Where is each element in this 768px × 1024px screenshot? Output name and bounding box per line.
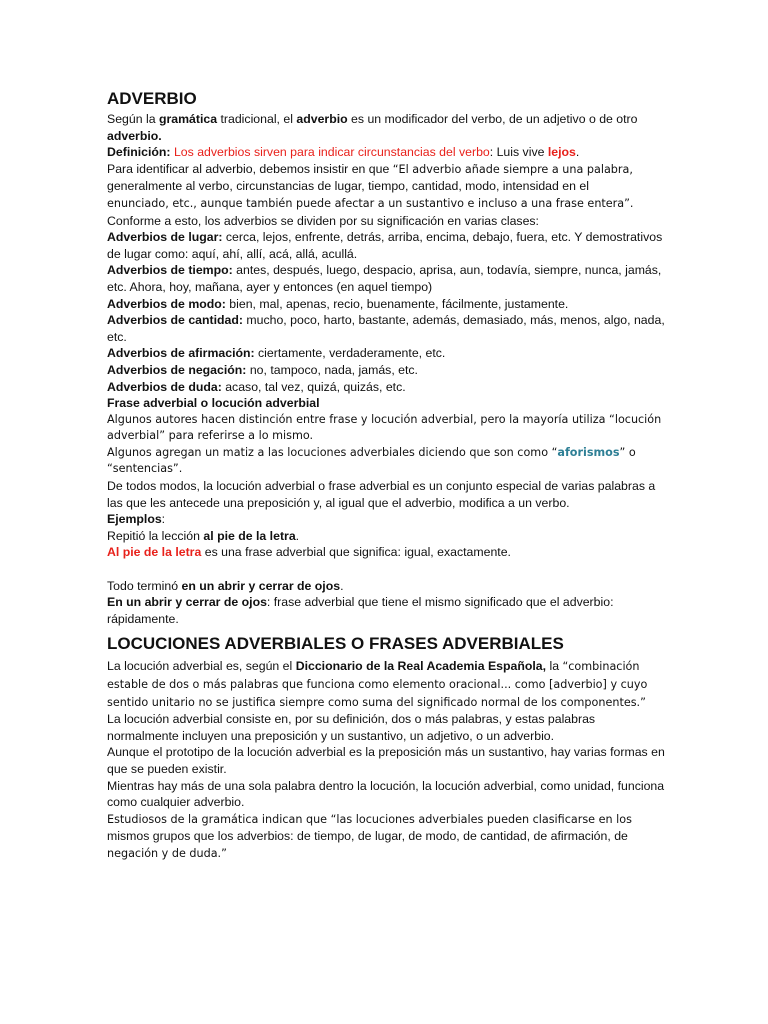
locuciones-paragraph-4: Mientras hay más de una sola palabra dentro la locución, la locución adverbial, como unidad, funciona como cualquier adverbio. (107, 778, 665, 810)
example-2: Al pie de la letra es una frase adverbial que significa: igual, exactamente. (107, 545, 511, 560)
class-afirmacion: Adverbios de afirmación: ciertamente, verdaderamente, etc. (107, 346, 446, 361)
blank-line (107, 561, 667, 578)
intro-paragraph: Según la gramática tradicional, el adverbio es un modificador del verbo, de un adjetivo o de otro adverbio. (107, 112, 638, 143)
definition-example-word: lejos (547, 145, 576, 160)
definition-paragraph: Definición: Los adverbios sirven para indicar circunstancias del verbo: Luis vive lejos. (107, 145, 580, 160)
class-duda: Adverbios de duda: acaso, tal vez, quizá, quizás, etc. (107, 379, 406, 394)
classes-intro: Conforme a esto, los adverbios se dividen por su significación en varias clases: (107, 213, 539, 228)
example-1: Repitió la lección al pie de la letra. (107, 528, 300, 543)
frase-paragraph-2: Algunos agregan un matiz a las locuciones adverbiales diciendo que son como “aforismos” o “sentencias”. (107, 445, 636, 476)
page-title: ADVERBIO (107, 89, 197, 108)
locuciones-paragraph-2: La locución adverbial consiste en, por su definición, dos o más palabras, y estas palabras normalmente incluyen una preposición y un sustantivo, un adjetivo, o un adverbio. (107, 712, 596, 743)
frase-paragraph-1: Algunos autores hacen distinción entre frase y locución adverbial, pero la mayoría utiliza “locución adverbial” para referirse a lo mismo. (107, 412, 662, 443)
class-lugar: Adverbios de lugar: cerca, lejos, enfrente, detrás, arriba, encima, debajo, fuera, etc. Y demostrativos de lugar como: aquí, ahí, allí, acá, allá, acullá. (107, 230, 663, 261)
class-negacion: Adverbios de negación: no, tampoco, nada, jamás, etc. (107, 362, 418, 377)
frase-heading: Frase adverbial o locución adverbial (107, 396, 320, 411)
locuciones-paragraph-5: Estudiosos de la gramática indican que “las locuciones adverbiales pueden clasificarse en los mismos grupos que los adverbios: de tiempo, de lugar, de modo, de cantidad, de afirmación, de negación y de duda.” (107, 812, 632, 860)
identify-paragraph: Para identificar al adverbio, debemos insistir en que “El adverbio añade siempre a una palabra, generalmente al verbo, circunstancias de lugar, tiempo, cantidad, modo, intensidad en el enunciado, etc., aunque también puede afectar a un sustantivo e incluso a una frase entera”. (107, 161, 634, 210)
aforismos-highlight: aforismos (557, 445, 620, 459)
locuciones-paragraph-3: Aunque el prototipo de la locución adverbial es la preposición más un sustantivo, hay varias formas en que se pueden existir. (107, 745, 665, 776)
class-tiempo: Adverbios de tiempo: antes, después, luego, despacio, aprisa, aun, todavía, siempre, nunca, jamás, etc. Ahora, hoy, mañana, ayer y entonces (en aquel tiempo) (107, 263, 662, 294)
definition-red-text: Los adverbios sirven para indicar circunstancias del verbo (170, 145, 490, 160)
locuciones-paragraph-1: La locución adverbial es, según el Diccionario de la Real Academia Española, la “combinación estable de dos o más palabras que funciona como elemento oracional... como [adverbio] y cuyo sentido unitario no se justifica siempre como suma del significado normal de los componentes.” (107, 659, 648, 709)
section-heading-locuciones: LOCUCIONES ADVERBIALES O FRASES ADVERBIALES (107, 634, 564, 654)
document-body (107, 88, 667, 863)
example-4: En un abrir y cerrar de ojos: frase adverbial que tiene el mismo significado que el adverbio: rápidamente. (107, 595, 614, 626)
ejemplos-label: Ejemplos: (107, 512, 166, 527)
example-3: Todo terminó en un abrir y cerrar de ojos. (107, 578, 344, 593)
definition-label: Definición: (107, 145, 171, 160)
class-cantidad: Adverbios de cantidad: mucho, poco, harto, bastante, además, demasiado, más, menos, algo, nada, etc. (107, 313, 665, 344)
frase-paragraph-3: De todos modos, la locución adverbial o frase adverbial es un conjunto especial de varias palabras a las que les antecede una preposición y, al igual que el adverbio, modifica a un verbo. (107, 479, 656, 510)
class-modo: Adverbios de modo: bien, mal, apenas, recio, buenamente, fácilmente, justamente. (107, 296, 569, 311)
